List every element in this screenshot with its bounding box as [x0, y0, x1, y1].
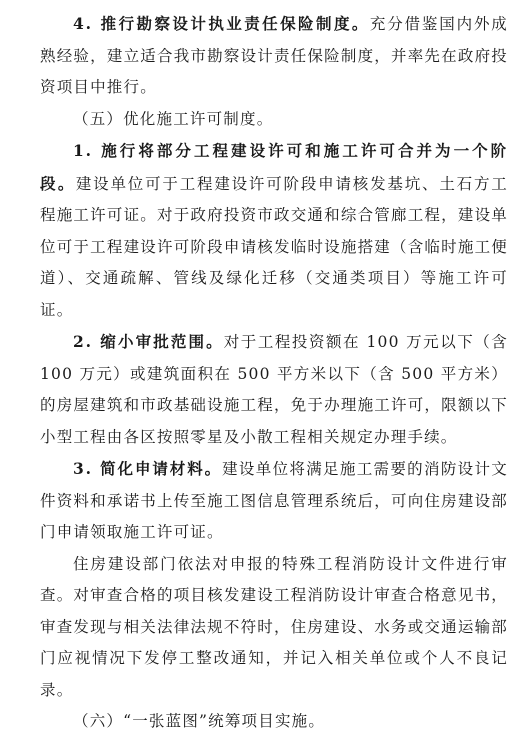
paragraph-item-1 [40, 135, 508, 326]
paragraph-item-2 [40, 326, 508, 453]
section-heading-6: （六）“一张蓝图”统筹项目实施。 [73, 712, 326, 730]
paragraph-text: 建设单位可于工程建设许可阶段申请核发基坑、土石方工程施工许可证。对于政府投资市政交通和综合管廊工程，建设单位可于工程建设许可阶段申请核发临时设施搭建（含临时施工便道）、交通疏解、管线及绿化迁移（交通类项目）等施工许可证。 [40, 174, 508, 319]
paragraph-lead: 1. 施行将部分工程建设许可和施工许可合并为一个阶段。 [40, 141, 508, 193]
paragraph-lead: 2. 缩小审批范围。 [73, 332, 224, 351]
paragraph-text: 充分借鉴国内外成熟经验，建立适合我市勘察设计责任保险制度，并率先在政府投资项目中推行。 [40, 15, 508, 96]
section-heading-5: （五）优化施工许可制度。 [73, 109, 274, 128]
paragraph-text: 建设单位将满足施工需要的消防设计文件资料和承诺书上传至施工图信息管理系统后，可向住房建设部门申请领取施工许可证。 [40, 460, 509, 541]
paragraph-text: 对于工程投资额在 100 万元以下（含 100 万元）或建筑面积在 500 平方米以下（含 500 平方米）的房屋建筑和市政基础设施工程，免于办理施工许可，限额以下小型工程由各区按照零星及小散工程相关规定办理手续。 [40, 333, 508, 446]
paragraph-lead: 4. 推行勘察设计执业责任保险制度。 [73, 14, 370, 33]
paragraph-review [40, 549, 508, 707]
paragraph-item-3 [40, 453, 508, 549]
paragraph-text: 住房建设部门依法对申报的特殊工程消防设计文件进行审查。对审查合格的项目核发建设工程消防设计审查合格意见书，审查发现与相关法律法规不符时，住房建设、水务或交通运输部门应视情况下发停工整改通知，并记入相关单位或个人不良记录。 [40, 554, 508, 699]
paragraph-lead: 3. 简化申请材料。 [73, 459, 223, 478]
paragraph-item-4 [40, 8, 508, 104]
